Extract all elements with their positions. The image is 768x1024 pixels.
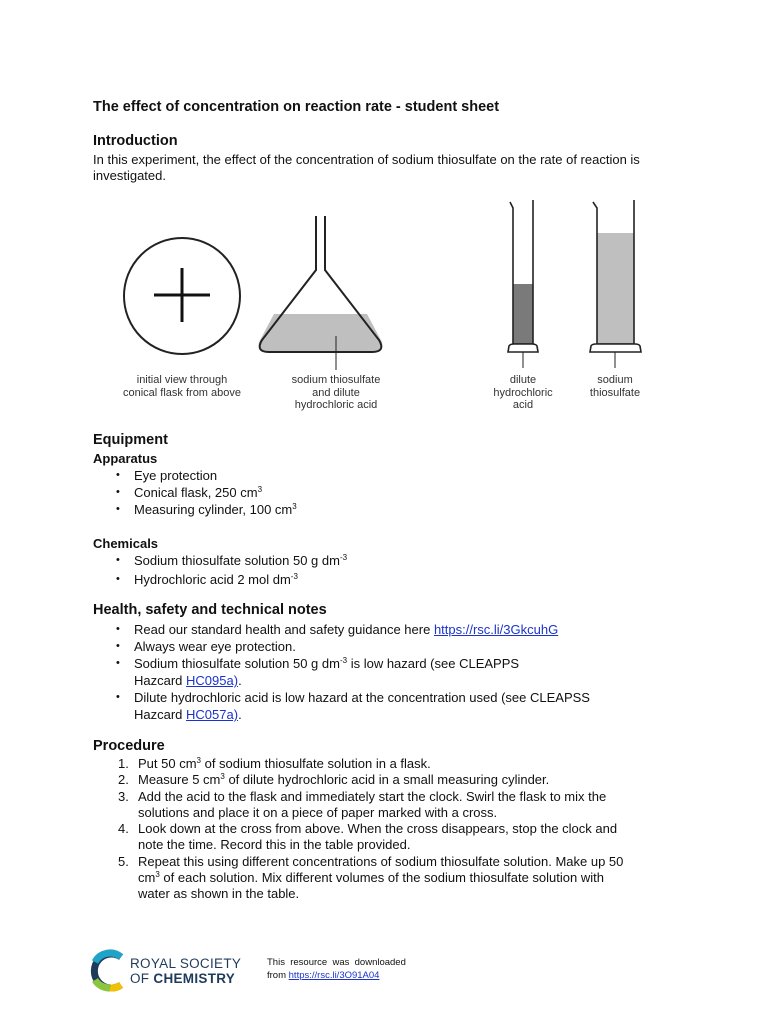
list-item [116,467,297,484]
hazcard-hc095a-link[interactable]: HC095a) [186,673,239,688]
step-text: Repeat this using different concentrations of sodium thiosulfate solution. Make up 50 [138,853,624,869]
chemicals-heading: Chemicals [93,536,159,551]
item-sup: -3 [339,656,348,665]
step-text: Put 50 cm [138,756,197,771]
procedure-list [118,756,623,903]
step-number: 3. [118,788,129,804]
item-text: Read our standard health and safety guidance here [134,622,434,637]
list-item [116,501,297,518]
list-item [116,621,590,638]
step-number: 5. [118,853,129,869]
step-text: Add the acid to the flask and immediately start the clock. Swirl the flask to mix the [138,788,607,804]
caption-thiosulfate-cylinder [575,374,655,399]
item-sup: -3 [339,553,348,562]
caption-line: initial view through [136,374,228,386]
caption-line: conical flask from above [123,386,241,399]
item-sup: -3 [290,572,298,581]
step-sup: 3 [155,870,160,880]
caption-line: and dilute [312,386,360,399]
list-item [116,551,347,570]
list-item [118,821,623,854]
list-item [116,570,347,589]
caption-line: hydrochloric acid [294,399,378,411]
document-title: The effect of concentration on reaction rate - student sheet [93,99,500,115]
list-item [116,638,590,655]
item-text: Hydrochloric acid 2 mol dm [134,572,291,587]
list-item [118,756,623,772]
note-line [267,970,427,983]
chemicals-list [116,551,347,589]
item-sup: 3 [257,485,263,494]
procedure-heading: Procedure [93,738,165,754]
caption-acid-cylinder [483,374,563,412]
step-text: Look down at the cross from above. When the cross disappears, stop the clock and [138,821,618,837]
safety-heading: Health, safety and technical notes [93,602,327,618]
step-sup: 3 [220,772,225,782]
step-number: 2. [118,772,129,788]
step-number: 4. [118,821,129,837]
acid-cylinder-icon [508,200,538,368]
cross-view-icon [124,238,240,354]
step-text: cm [138,870,156,886]
hazcard-hc057a-link[interactable]: HC057a) [186,707,239,722]
step-text: of sodium thiosulfate solution in a flask. [200,756,431,771]
caption-line: acid [512,399,534,411]
list-item [118,789,623,822]
apparatus-heading: Apparatus [93,451,158,466]
item-text: Sodium thiosulfate solution 50 g dm [134,553,340,568]
list-item [116,484,297,501]
note-line: This resource was downloaded [267,957,406,968]
health-safety-link[interactable]: https://rsc.li/3GkcuhG [433,622,559,637]
item-text: Always wear eye protection. [134,639,296,654]
caption-line: thiosulfate [589,386,641,399]
caption-line: hydrochloric [493,386,553,399]
item-text: Dilute hydrochloric acid is low hazard at the concentration used (see CLEAPSS [134,690,590,705]
item-text: . [238,673,242,688]
apparatus-figure [112,190,672,420]
rsc-logo [88,948,258,994]
download-note [267,957,427,982]
item-sup: 3 [292,502,297,511]
introduction-heading: Introduction [93,133,178,149]
step-text: note the time. Record this in the table provided. [138,837,411,853]
item-text: Measuring cylinder, 100 cm [134,502,293,517]
caption-line: dilute [509,374,537,386]
logo-line: ROYAL SOCIETY [130,956,242,971]
item-text: is low hazard (see CLEAPPS [347,656,520,671]
logo-line [130,971,241,986]
apparatus-list [116,467,297,518]
introduction-text: In this experiment, the effect of the concentration of sodium thiosulfate on the rate of reaction is investigated. [93,152,640,183]
list-item [116,655,590,689]
step-text: solutions and place it on a piece of paper marked with a cross. [138,804,498,820]
step-text: of each solution. Mix different volumes of the sodium thiosulfate solution with [159,870,604,886]
item-text: Conical flask, 250 cm [134,485,258,500]
caption-line: sodium [597,374,633,386]
rsc-logo-mark-icon [88,948,130,994]
step-sup: 3 [196,756,201,765]
list-item [116,689,590,723]
item-text: Hazcard [134,707,187,722]
note-text: from [267,969,289,981]
thiosulfate-cylinder-icon [590,200,641,368]
step-number: 1. [118,756,129,771]
item-text: Hazcard [134,673,187,688]
step-text: Measure 5 cm [138,772,221,788]
equipment-heading: Equipment [93,432,168,448]
caption-line: sodium thiosulfate [291,374,381,386]
caption-cross-view [112,374,252,399]
resource-link[interactable]: https://rsc.li/3O91A04 [288,969,380,981]
safety-list [116,621,590,723]
step-text: water as shown in the table. [138,886,300,902]
item-text: Eye protection [134,468,218,483]
item-text: Sodium thiosulfate solution 50 g dm [134,656,340,671]
logo-chemistry: CHEMISTRY [153,971,236,986]
list-item [118,772,623,788]
step-text: of dilute hydrochloric acid in a small measuring cylinder. [224,772,550,788]
conical-flask-icon [259,216,383,370]
item-text: . [238,707,242,722]
rsc-logo-wordmark [130,956,241,986]
logo-of: OF [130,971,154,986]
list-item [118,854,623,903]
caption-flask [276,374,396,412]
